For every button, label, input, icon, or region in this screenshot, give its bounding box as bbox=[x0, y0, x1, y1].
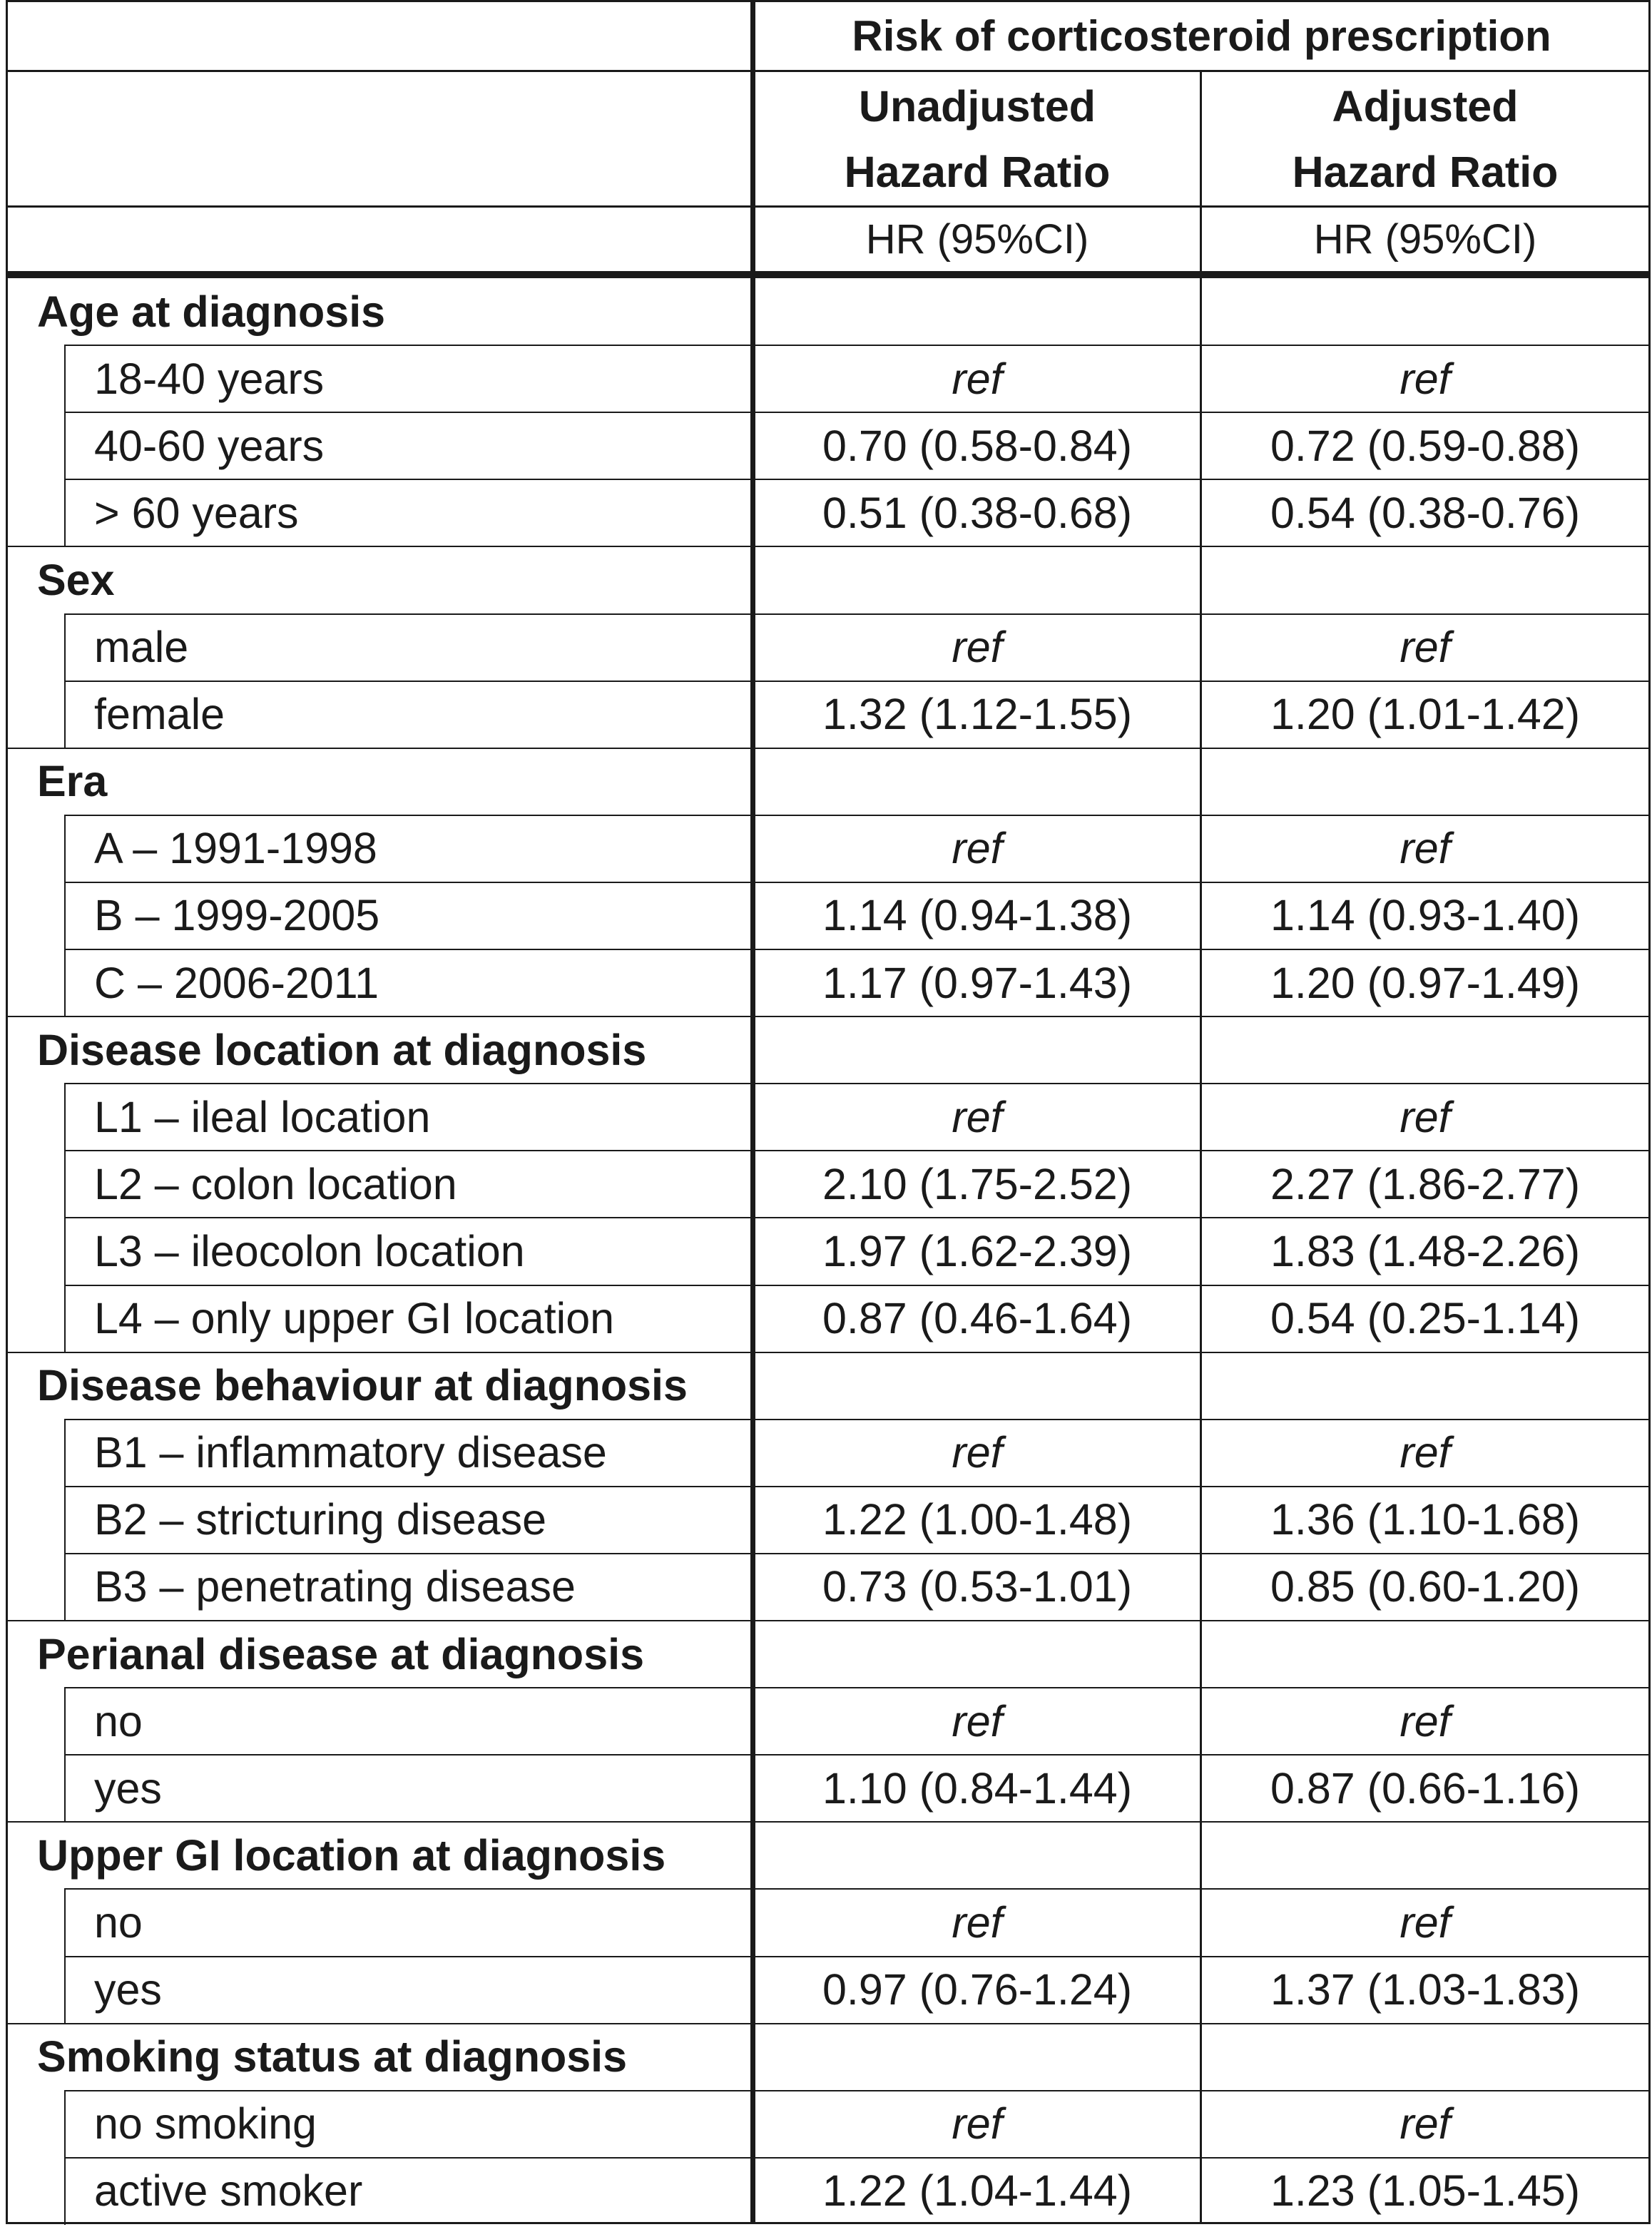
adjusted-hr-cell: 0.54 (0.38-0.76) bbox=[1270, 488, 1581, 537]
unadjusted-hr-cell: 1.17 (0.97-1.43) bbox=[822, 958, 1133, 1007]
indent-rule bbox=[64, 1285, 66, 1352]
unadjusted-hr-cell: 1.97 (1.62-2.39) bbox=[822, 1226, 1133, 1275]
row-label: 40-60 years bbox=[94, 421, 325, 470]
unadjusted-hr-cell: ref bbox=[952, 1092, 1003, 1141]
unadjusted-hr-cell: 0.73 (0.53-1.01) bbox=[822, 1562, 1133, 1611]
adjusted-hr-cell: 1.20 (0.97-1.49) bbox=[1270, 958, 1581, 1007]
indent-rule bbox=[64, 479, 66, 546]
adjusted-hr-cell: 1.20 (1.01-1.42) bbox=[1270, 690, 1581, 739]
group-label: Sex bbox=[37, 555, 115, 604]
indent-rule bbox=[64, 949, 66, 1016]
row-label: yes bbox=[94, 1763, 162, 1813]
row-label: no bbox=[94, 1696, 143, 1746]
group-label: Disease location at diagnosis bbox=[37, 1025, 647, 1074]
unadjusted-hr-cell: 1.32 (1.12-1.55) bbox=[822, 690, 1133, 739]
row-label: L1 – ileal location bbox=[94, 1092, 431, 1141]
unadjusted-hr-cell: 1.14 (0.94-1.38) bbox=[822, 891, 1133, 940]
unadjusted-hr-cell: 2.10 (1.75-2.52) bbox=[822, 1159, 1133, 1208]
adjusted-hr-cell: 0.54 (0.25-1.14) bbox=[1270, 1294, 1581, 1343]
indent-rule bbox=[64, 2091, 66, 2158]
col-header-unadjusted-line1: Unadjusted bbox=[858, 81, 1096, 131]
group-title: Risk of corticosteroid prescription bbox=[852, 11, 1551, 60]
col-header-adjusted-line1: Adjusted bbox=[1332, 81, 1519, 131]
row-label: A – 1991-1998 bbox=[94, 824, 377, 873]
indent-rule bbox=[64, 1889, 66, 1956]
indent-rule bbox=[64, 1957, 66, 2024]
unadjusted-hr-cell: 0.51 (0.38-0.68) bbox=[822, 488, 1133, 537]
row-label: B2 – stricturing disease bbox=[94, 1495, 547, 1544]
row-label: male bbox=[94, 623, 189, 672]
row-label: no bbox=[94, 1897, 143, 1947]
indent-rule bbox=[64, 412, 66, 479]
unadjusted-hr-cell: ref bbox=[952, 1696, 1003, 1746]
unadjusted-hr-cell: 1.10 (0.84-1.44) bbox=[822, 1763, 1133, 1813]
row-label: 18-40 years bbox=[94, 354, 325, 403]
adjusted-hr-cell: 0.72 (0.59-0.88) bbox=[1270, 421, 1581, 470]
row-label: > 60 years bbox=[94, 488, 299, 537]
indent-rule bbox=[64, 1755, 66, 1822]
row-label: B3 – penetrating disease bbox=[94, 1562, 576, 1611]
row-label: female bbox=[94, 690, 225, 739]
group-label: Upper GI location at diagnosis bbox=[37, 1830, 666, 1880]
adjusted-hr-cell: ref bbox=[1399, 1897, 1451, 1947]
indent-rule bbox=[64, 1084, 66, 1151]
row-label: active smoker bbox=[94, 2166, 363, 2216]
row-label: L3 – ileocolon location bbox=[94, 1226, 525, 1275]
group-label: Disease behaviour at diagnosis bbox=[37, 1361, 688, 1410]
adjusted-hr-cell: 0.85 (0.60-1.20) bbox=[1270, 1562, 1581, 1611]
group-label: Perianal disease at diagnosis bbox=[37, 1629, 644, 1678]
group-label: Age at diagnosis bbox=[37, 287, 386, 336]
adjusted-hr-cell: 1.14 (0.93-1.40) bbox=[1270, 891, 1581, 940]
indent-rule bbox=[64, 1218, 66, 1285]
indent-rule bbox=[64, 815, 66, 882]
row-label: L2 – colon location bbox=[94, 1159, 457, 1208]
adjusted-hr-cell: ref bbox=[1399, 1696, 1451, 1746]
adjusted-hr-cell: 2.27 (1.86-2.77) bbox=[1270, 1159, 1581, 1208]
indent-rule bbox=[64, 1420, 66, 1487]
adjusted-hr-cell: 1.36 (1.10-1.68) bbox=[1270, 1495, 1581, 1544]
adjusted-hr-cell: ref bbox=[1399, 1092, 1451, 1141]
unadjusted-hr-cell: 0.97 (0.76-1.24) bbox=[822, 1965, 1133, 2014]
adjusted-hr-cell: ref bbox=[1399, 2099, 1451, 2149]
indent-rule bbox=[64, 2158, 66, 2225]
indent-rule bbox=[64, 614, 66, 681]
unadjusted-hr-cell: 1.22 (1.00-1.48) bbox=[822, 1495, 1133, 1544]
row-label: yes bbox=[94, 1965, 162, 2014]
adjusted-hr-cell: ref bbox=[1399, 354, 1451, 403]
indent-rule bbox=[64, 1151, 66, 1218]
adjusted-hr-cell: 1.37 (1.03-1.83) bbox=[1270, 1965, 1581, 2014]
row-label: L4 – only upper GI location bbox=[94, 1294, 615, 1343]
indent-rule bbox=[64, 345, 66, 412]
col-header-unadjusted bbox=[755, 72, 1200, 205]
indent-rule bbox=[64, 1688, 66, 1755]
col-header-adjusted bbox=[1202, 72, 1648, 205]
row-label: no smoking bbox=[94, 2099, 317, 2149]
unadjusted-hr-cell: ref bbox=[952, 354, 1003, 403]
unadjusted-hr-cell: 0.87 (0.46-1.64) bbox=[822, 1294, 1133, 1343]
row-label: B – 1999-2005 bbox=[94, 891, 380, 940]
unadjusted-hr-cell: ref bbox=[952, 623, 1003, 672]
group-label: Era bbox=[37, 757, 108, 806]
unadjusted-hr-cell: ref bbox=[952, 824, 1003, 873]
adjusted-hr-cell: 0.87 (0.66-1.16) bbox=[1270, 1763, 1581, 1813]
col-unit-adjusted: HR (95%CI) bbox=[1313, 215, 1537, 263]
indent-rule bbox=[64, 1554, 66, 1621]
unadjusted-hr-cell: ref bbox=[952, 2099, 1003, 2149]
indent-rule bbox=[64, 681, 66, 748]
unadjusted-hr-cell: ref bbox=[952, 1428, 1003, 1477]
indent-rule bbox=[64, 1487, 66, 1554]
unadjusted-hr-cell: ref bbox=[952, 1897, 1003, 1947]
indent-rule bbox=[64, 882, 66, 949]
rule-thick-under-header bbox=[6, 271, 1648, 278]
unadjusted-hr-cell: 0.70 (0.58-0.84) bbox=[822, 421, 1133, 470]
adjusted-hr-cell: ref bbox=[1399, 824, 1451, 873]
adjusted-hr-cell: 1.83 (1.48-2.26) bbox=[1270, 1226, 1581, 1275]
row-label: C – 2006-2011 bbox=[94, 958, 379, 1007]
row-label: B1 – inflammatory disease bbox=[94, 1428, 607, 1477]
adjusted-hr-cell: ref bbox=[1399, 1428, 1451, 1477]
unadjusted-hr-cell: 1.22 (1.04-1.44) bbox=[822, 2166, 1133, 2216]
adjusted-hr-cell: 1.23 (1.05-1.45) bbox=[1270, 2166, 1581, 2216]
col-header-adjusted-line2: Hazard Ratio bbox=[1292, 147, 1559, 196]
group-label: Smoking status at diagnosis bbox=[37, 2032, 628, 2081]
rule-under-header-left bbox=[6, 70, 755, 72]
col-header-unadjusted-line2: Hazard Ratio bbox=[844, 147, 1111, 196]
adjusted-hr-cell: ref bbox=[1399, 623, 1451, 672]
col-unit-unadjusted: HR (95%CI) bbox=[865, 215, 1089, 263]
